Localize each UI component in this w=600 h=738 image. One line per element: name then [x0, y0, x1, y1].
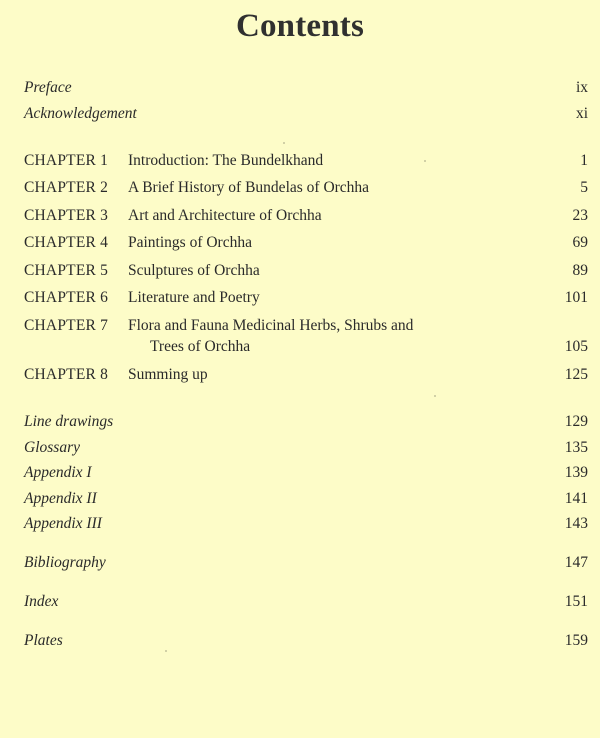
- chapter-title: Art and Architecture of Orchha: [128, 207, 322, 224]
- toc-entry-appendix-1: [24, 463, 588, 483]
- chapter-title: Sculptures of Orchha: [128, 262, 260, 279]
- toc-chapter-1: [24, 151, 588, 171]
- toc-entry-appendix-3: [24, 514, 588, 534]
- paper-speck: [283, 142, 285, 144]
- toc-entry-glossary: [24, 438, 588, 458]
- toc-entry-page: 135: [564, 439, 588, 456]
- toc-chapter-7: [24, 316, 588, 358]
- chapter-page: 1: [580, 152, 588, 169]
- toc-chapter-2: [24, 178, 588, 198]
- chapter-page: 23: [572, 207, 588, 224]
- toc-entry-label: Appendix III: [24, 515, 102, 532]
- chapter-number: CHAPTER 3: [24, 207, 109, 224]
- chapter-title: Introduction: The Bundelkhand: [128, 152, 324, 169]
- toc-entry-page: 143: [564, 515, 588, 532]
- toc-entry-page: 147: [564, 554, 588, 571]
- toc-entry-label: Plates: [24, 632, 63, 649]
- toc-entry-label: Glossary: [24, 439, 80, 456]
- page-title: Contents: [235, 8, 365, 44]
- paper-speck: [434, 395, 436, 397]
- toc-entry-page: 141: [564, 490, 588, 507]
- toc-entry-label: Appendix I: [24, 464, 92, 481]
- toc-chapter-8: [24, 365, 588, 385]
- chapter-title: Flora and Fauna Medicinal Herbs, Shrubs and: [128, 317, 414, 334]
- toc-entry-label: Acknowledgement: [24, 105, 137, 122]
- toc-entry-page: 139: [564, 464, 588, 481]
- toc-entry-index: [24, 592, 588, 612]
- chapter-page: 5: [580, 179, 588, 196]
- toc-entry-page: ix: [575, 79, 588, 96]
- chapter-number: CHAPTER 8: [24, 366, 109, 383]
- chapter-number: CHAPTER 4: [24, 234, 109, 251]
- toc-entry-label: Preface: [24, 79, 72, 96]
- toc-entry-acknowledgement: [24, 104, 588, 124]
- toc-entry-appendix-2: [24, 489, 588, 509]
- chapter-page: 125: [564, 366, 588, 383]
- toc-entry-page: 151: [564, 593, 588, 610]
- toc-chapter-5: [24, 261, 588, 281]
- chapter-number: CHAPTER 5: [24, 262, 109, 279]
- chapter-number: CHAPTER 6: [24, 289, 109, 306]
- chapter-number: CHAPTER 2: [24, 179, 109, 196]
- toc-entry-bibliography: [24, 553, 588, 573]
- toc-chapter-4: [24, 233, 588, 253]
- toc-entry-label: Index: [24, 593, 59, 610]
- toc-entry-label: Appendix II: [24, 490, 97, 507]
- chapter-number: CHAPTER 7: [24, 317, 109, 334]
- paper-speck: [424, 160, 426, 162]
- chapter-title-continued: Trees of Orchha: [150, 338, 251, 355]
- chapter-page: 105: [564, 338, 588, 355]
- toc-entry-page: 159: [564, 632, 588, 649]
- chapter-title: Literature and Poetry: [128, 289, 260, 306]
- chapter-page: 89: [572, 262, 588, 279]
- toc-entry-page: 129: [564, 413, 588, 430]
- chapter-page: 101: [564, 289, 588, 306]
- chapter-title: A Brief History of Bundelas of Orchha: [128, 179, 370, 196]
- toc-chapter-6: [24, 288, 588, 308]
- chapter-title: Summing up: [128, 366, 208, 383]
- chapter-title: Paintings of Orchha: [128, 234, 252, 251]
- paper-speck: [165, 650, 167, 652]
- toc-entry-label: Line drawings: [24, 413, 114, 430]
- toc-entry-label: Bibliography: [24, 554, 106, 571]
- toc-entry-page: xi: [575, 105, 588, 122]
- toc-entry-preface: [24, 78, 588, 98]
- toc-entry-line-drawings: [24, 412, 588, 432]
- chapter-page: 69: [572, 234, 588, 251]
- toc-chapter-3: [24, 206, 588, 226]
- toc-entry-plates: [24, 631, 588, 651]
- chapter-number: CHAPTER 1: [24, 152, 109, 169]
